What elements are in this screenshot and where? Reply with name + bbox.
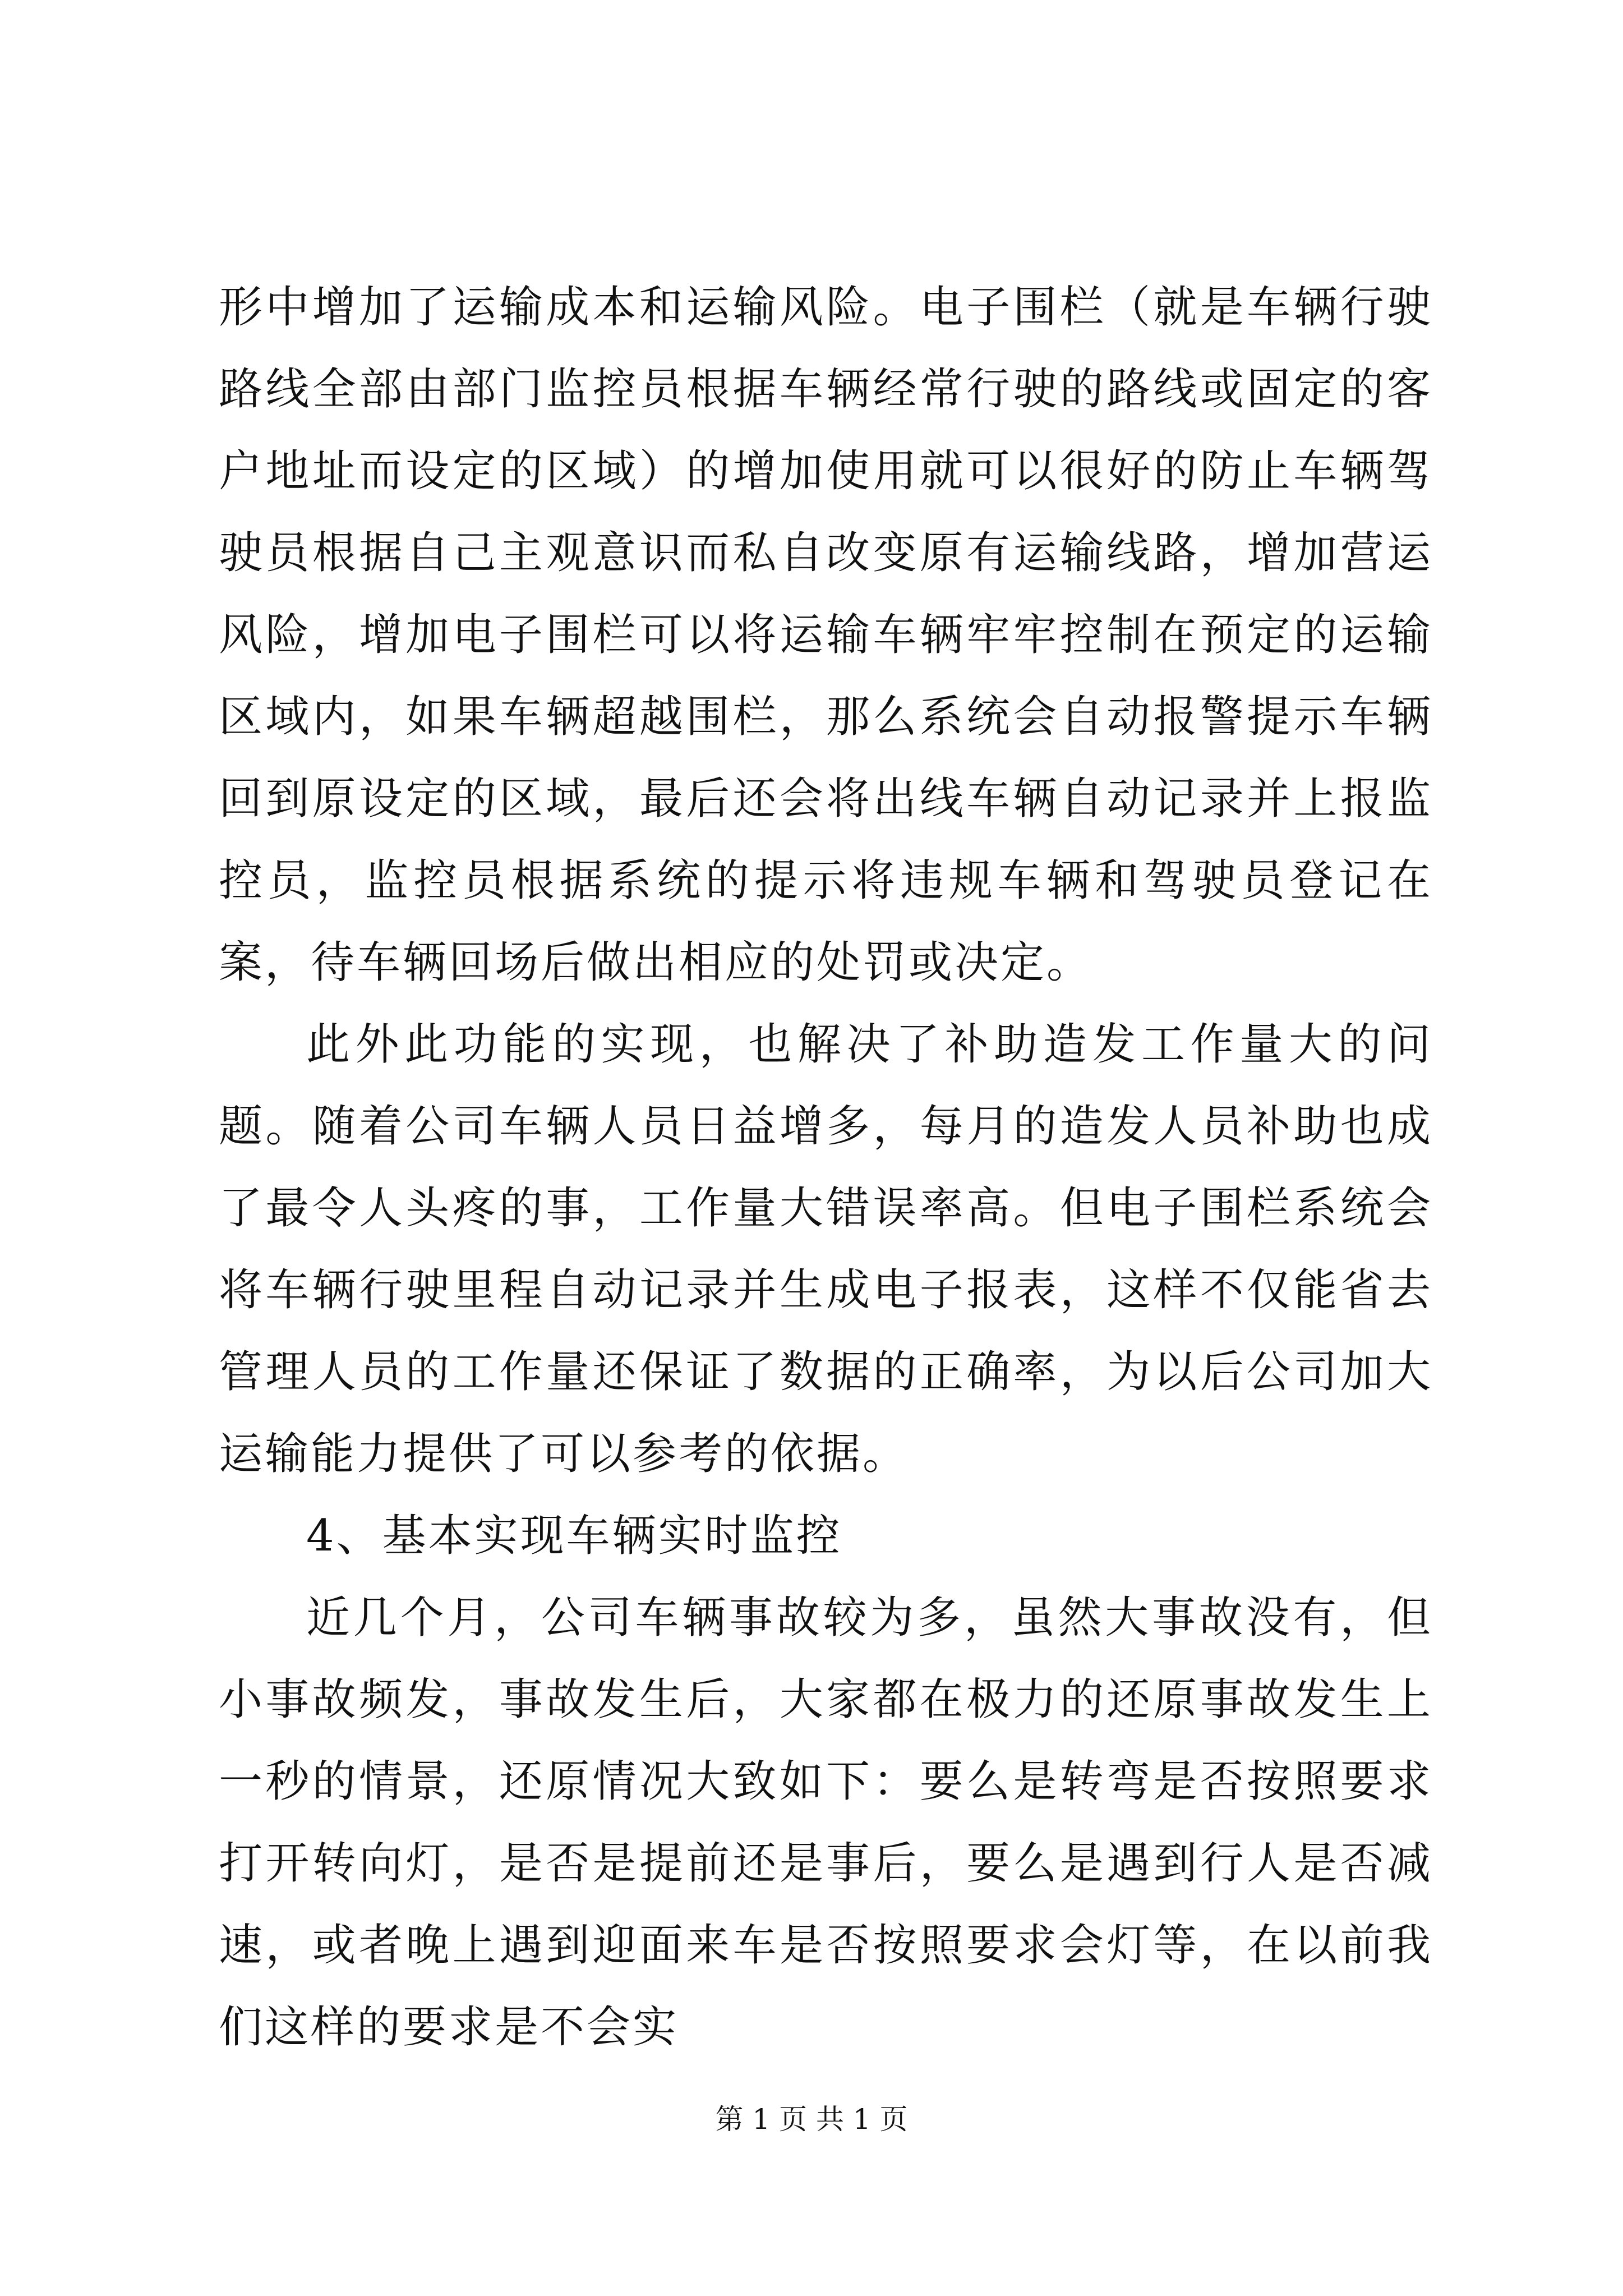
document-body [219,266,1433,2068]
page-footer: 第 1 页 共 1 页 [715,2103,908,2136]
paragraph-2: 此外此功能的实现，也解决了补助造发工作量大的问题。随着公司车辆人员日益增多，每月的造发人员补助也成了最令人头疼的事，工作量大错误率高。但电子围栏系统会将车辆行驶里程自动记录并生成电子报表，这样不仅能省去管理人员的工作量还保证了数据的正确率，为以后公司加大运输能力提供了可以参考的依据。 [219,1019,1433,1479]
paragraph-1: 形中增加了运输成本和运输风险。电子围栏（就是车辆行驶路线全部由部门监控员根据车辆经常行驶的路线或固定的客户地址而设定的区域）的增加使用就可以很好的防止车辆驾驶员根据自己主观意识而私自改变原有运输线路，增加营运风险，增加电子围栏可以将运输车辆牢牢控制在预定的运输区域内，如果车辆超越围栏，那么系统会自动报警提示车辆回到原设定的区域，最后还会将出线车辆自动记录并上报监控员，监控员根据系统的提示将违规车辆和驾驶员登记在案，待车辆回场后做出相应的处罚或决定。 [219,282,1433,988]
section-heading: 4、基本实现车辆实时监控 [306,1511,842,1561]
paragraph-3: 近几个月，公司车辆事故较为多，虽然大事故没有，但小事故频发，事故发生后，大家都在极力的还原事故发生上一秒的情景，还原情况大致如下：要么是转弯是否按照要求打开转向灯，是否是提前还是事后，要么是遇到行人是否减速，或者晚上遇到迎面来车是否按照要求会灯等，在以前我们这样的要求是不会实 [219,1593,1433,2053]
